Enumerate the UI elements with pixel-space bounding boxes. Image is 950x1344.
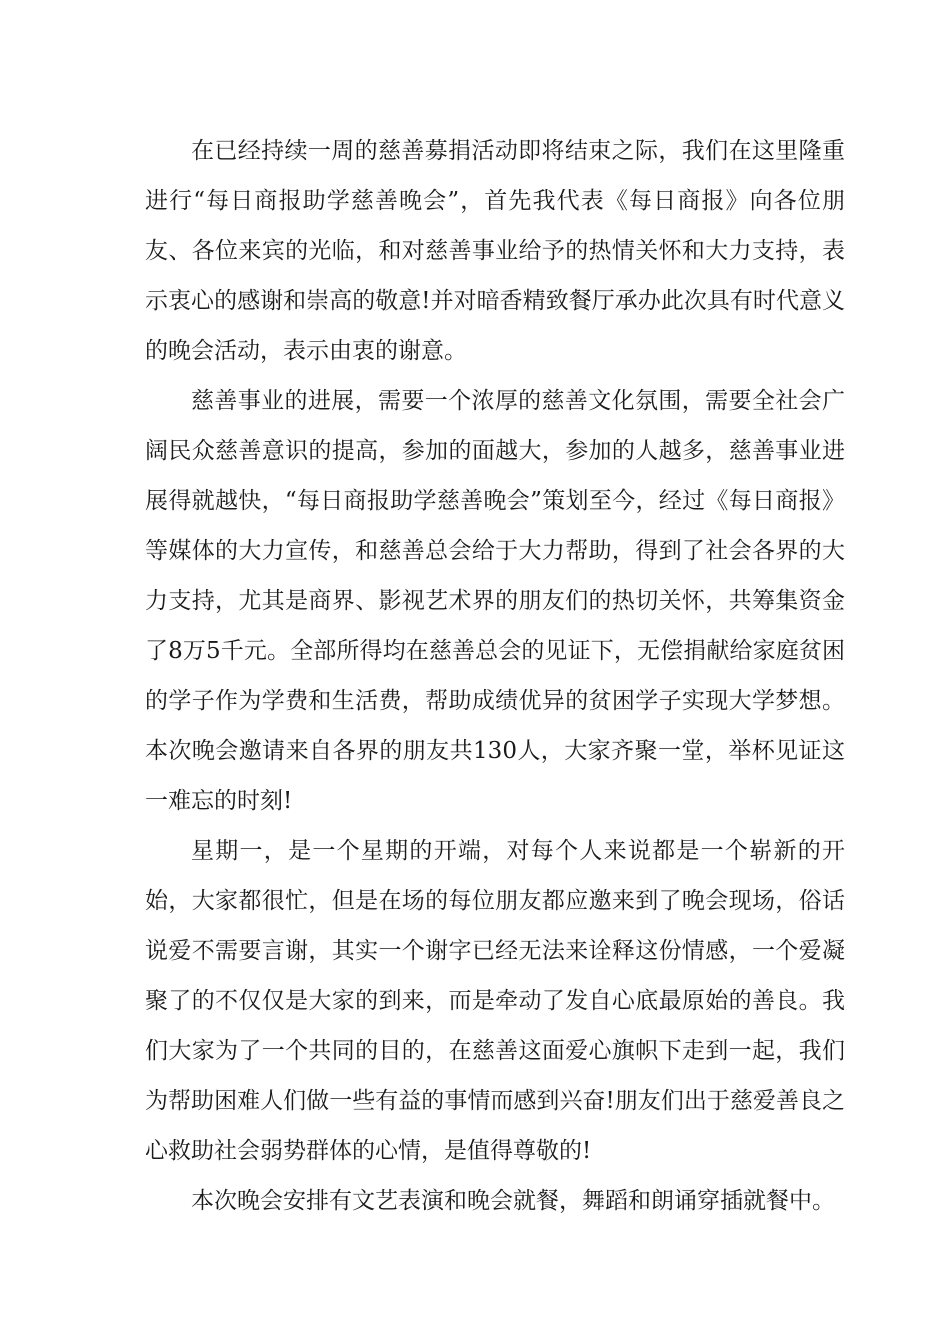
paragraph-1: 在已经持续一周的慈善募捐活动即将结束之际，我们在这里隆重进行“每日商报助学慈善晚会”，首先我代表《每日商报》向各位朋友、各位来宾的光临，和对慈善事业给予的热情关怀和大力支持，表示衷心的感谢和崇高的敬意!并对暗香精致餐厅承办此次具有时代意义的晚会活动，表示由衷的谢意。 — [145, 138, 845, 364]
paragraph-4: 本次晚会安排有文艺表演和晚会就餐，舞蹈和朗诵穿插就餐中。 — [191, 1188, 835, 1214]
document-body — [145, 126, 845, 1226]
paragraph-2: 慈善事业的进展，需要一个浓厚的慈善文化氛围，需要全社会广阔民众慈善意识的提高，参加的面越大，参加的人越多，慈善事业进展得就越快，“每日商报助学慈善晚会”策划至今，经过《每日商报》等媒体的大力宣传，和慈善总会给于大力帮助，得到了社会各界的大力支持，尤其是商界、影视艺术界的朋友们的热切关怀，共筹集资金了8万5千元。全部所得均在慈善总会的见证下，无偿捐献给家庭贫困的学子作为学费和生活费，帮助成绩优异的贫困学子实现大学梦想。本次晚会邀请来自各界的朋友共130人，大家齐聚一堂，举杯见证这一难忘的时刻! — [145, 388, 845, 814]
paragraph-3: 星期一，是一个星期的开端，对每个人来说都是一个崭新的开始，大家都很忙，但是在场的每位朋友都应邀来到了晚会现场，俗话说爱不需要言谢，其实一个谢字已经无法来诠释这份情感，一个爱凝聚了的不仅仅是大家的到来，而是牵动了发自心底最原始的善良。我们大家为了一个共同的目的，在慈善这面爱心旗帜下走到一起，我们为帮助困难人们做一些有益的事情而感到兴奋!朋友们出于慈爱善良之心救助社会弱势群体的心情，是值得尊敬的! — [145, 838, 845, 1164]
